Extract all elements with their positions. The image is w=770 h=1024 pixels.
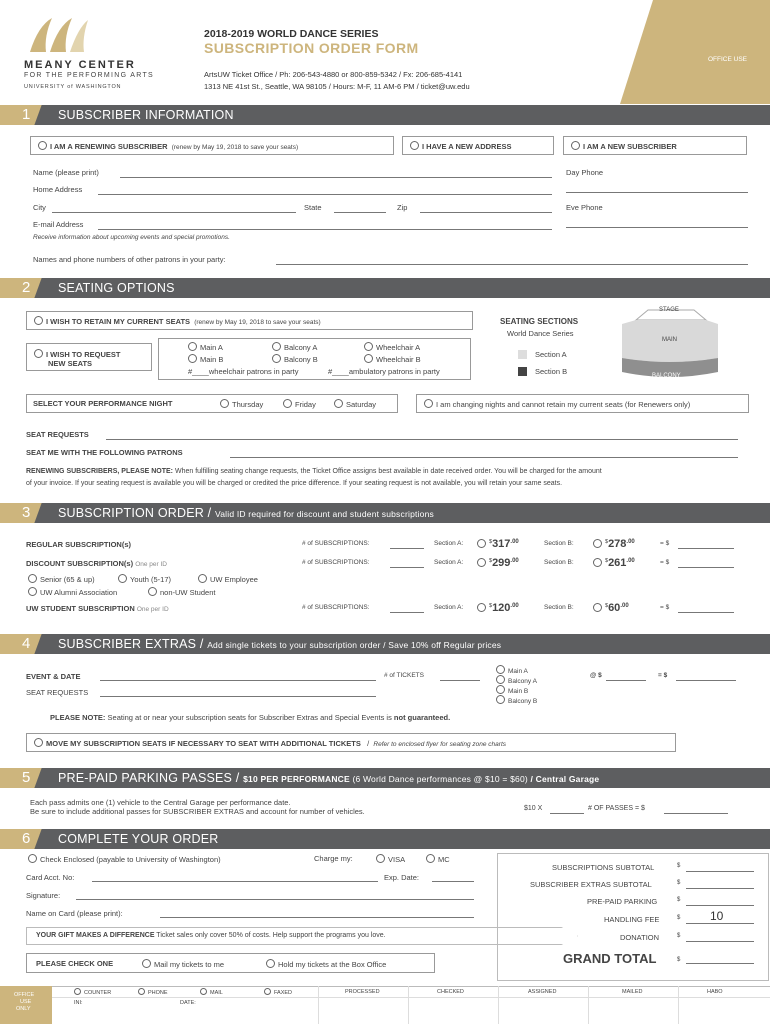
office-divider bbox=[52, 997, 770, 998]
dollar-sign: $ bbox=[489, 603, 493, 609]
cents: .00 bbox=[510, 603, 519, 609]
youth-label: Youth (5-17) bbox=[130, 575, 172, 584]
series-title: 2018-2019 WORLD DANCE SERIES bbox=[204, 28, 379, 40]
at-price-label: @ $ bbox=[590, 672, 602, 679]
check-enclosed-radio[interactable] bbox=[28, 854, 37, 863]
balcony-a-label: Balcony A bbox=[284, 343, 318, 352]
dollar-sign: $ bbox=[605, 603, 609, 609]
num-tickets-label: # of TICKETS bbox=[384, 672, 424, 679]
mailed-label: MAILED bbox=[622, 989, 643, 995]
email-label: E-mail Address bbox=[33, 220, 84, 229]
senior-radio[interactable] bbox=[28, 574, 37, 583]
dollar-sign: $ bbox=[677, 863, 681, 869]
renew-note-2: of your invoice. If your seating request is available you will be charged or credited the price difference. If your seating request is not available, you will retain your same seats. bbox=[26, 480, 563, 487]
section-2-bar bbox=[0, 278, 770, 298]
cents: .00 bbox=[620, 603, 629, 609]
section-number: 1 bbox=[0, 105, 42, 125]
check-enclosed-label: Check Enclosed (payable to University of Washington) bbox=[40, 855, 221, 864]
move-seats-radio[interactable] bbox=[34, 738, 43, 747]
day-phone-label: Day Phone bbox=[566, 168, 604, 177]
alumni-radio[interactable] bbox=[28, 587, 37, 596]
one-per-id: One per ID bbox=[135, 561, 167, 568]
section-number: 4 bbox=[0, 634, 42, 654]
discount-label: DISCOUNT SUBSCRIPTION(s) bbox=[26, 559, 134, 568]
retain-label: I WISH TO RETAIN MY CURRENT SEATS bbox=[46, 317, 191, 326]
num-subs-label: # of SUBSCRIPTIONS: bbox=[302, 559, 370, 566]
renewing-note: (renew by May 19, 2018 to save your seats) bbox=[171, 144, 299, 151]
patrons-label: Names and phone numbers of other patrons in your party: bbox=[33, 255, 226, 264]
home-address-label: Home Address bbox=[33, 185, 83, 194]
extras-note: Seating at or near your subscription seats for Subscriber Extras and Special Events is bbox=[105, 713, 394, 722]
state-field[interactable] bbox=[334, 212, 386, 213]
dollar-sign: $ bbox=[489, 539, 493, 545]
section-number: 5 bbox=[0, 768, 42, 788]
form-title: SUBSCRIPTION ORDER FORM bbox=[204, 40, 419, 56]
patrons-field[interactable] bbox=[276, 264, 748, 265]
charge-label: Charge my: bbox=[314, 854, 353, 863]
card-number-field[interactable] bbox=[92, 881, 378, 882]
office-col-divider bbox=[318, 986, 319, 1024]
thursday-label: Thursday bbox=[232, 400, 264, 409]
renew-note-1: When fulfilling seating change requests, the Ticket Office assigns best available in date received order. You will be charged for the amount bbox=[173, 468, 602, 475]
meany-logo-icon bbox=[24, 14, 90, 54]
date-label: DATE: bbox=[180, 1000, 196, 1006]
wheelchair-b-label: Wheelchair B bbox=[376, 355, 421, 364]
alumni-label: UW Alumni Association bbox=[40, 588, 118, 597]
retain-note: (renew by May 19, 2018 to save your seats) bbox=[194, 319, 321, 326]
regular-label: REGULAR SUBSCRIPTION(s) bbox=[26, 540, 132, 549]
parking-line-2: Be sure to include additional passes for SUBSCRIBER EXTRAS and account for number of vehicles. bbox=[30, 807, 365, 816]
one-per-id: One per ID bbox=[136, 606, 169, 613]
eve-phone-label: Eve Phone bbox=[566, 203, 603, 212]
discount-b-price: 261 bbox=[608, 557, 627, 569]
faxed-label: FAXED bbox=[274, 990, 293, 996]
section-6-bar bbox=[0, 829, 770, 849]
extras-main-b-label: Main B bbox=[508, 688, 529, 695]
section-a-label: Section A: bbox=[434, 604, 464, 611]
section-number: 2 bbox=[0, 278, 42, 298]
extras-balcony-a-radio[interactable] bbox=[496, 675, 505, 684]
parking-price: $10 PER PERFORMANCE bbox=[243, 774, 350, 784]
section-b-label: Section B: bbox=[544, 604, 574, 611]
ten-x-label: $10 X bbox=[524, 805, 543, 812]
section-title: SUBSCRIBER EXTRAS bbox=[58, 637, 197, 651]
new-address-label: I HAVE A NEW ADDRESS bbox=[422, 142, 512, 151]
event-date-field[interactable] bbox=[100, 680, 376, 681]
balcony-b-radio[interactable] bbox=[272, 354, 281, 363]
seat-me-label: SEAT ME WITH THE FOLLOWING PATRONS bbox=[26, 448, 183, 457]
org-name: MEANY CENTER bbox=[24, 59, 136, 71]
gift-text: Ticket sales only cover 50% of costs. Help support the programs you love. bbox=[154, 932, 386, 939]
dollar-sign: $ bbox=[677, 880, 681, 886]
section-a-label: Section A: bbox=[434, 540, 464, 547]
extras-seat-requests-field[interactable] bbox=[100, 696, 376, 697]
section-1-bar bbox=[0, 105, 770, 125]
dollar-sign: $ bbox=[677, 957, 681, 963]
mail-radio[interactable] bbox=[200, 988, 207, 995]
dollar-sign: $ bbox=[605, 558, 609, 564]
section-b-label: Section B bbox=[535, 367, 568, 376]
assigned-label: ASSIGNED bbox=[528, 989, 557, 995]
office-col-divider bbox=[408, 986, 409, 1024]
mc-label: MC bbox=[438, 855, 450, 864]
section-subtitle: Valid ID required for discount and student subscriptions bbox=[215, 509, 434, 519]
extras-main-b-radio[interactable] bbox=[496, 685, 505, 694]
processed-label: PROCESSED bbox=[345, 989, 380, 995]
section-b-label: Section B: bbox=[544, 559, 574, 566]
extras-note-end: not guaranteed. bbox=[393, 713, 451, 722]
section-a-label: Section A bbox=[535, 350, 567, 359]
move-seats-label: MOVE MY SUBSCRIPTION SEATS IF NECESSARY TO SEAT WITH ADDITIONAL TICKETS bbox=[46, 739, 361, 748]
zip-field[interactable] bbox=[420, 212, 552, 213]
seat-me-field[interactable] bbox=[230, 457, 738, 458]
move-seats-note: Refer to enclosed flyer for seating zone charts bbox=[373, 741, 507, 748]
section-subtitle: Add single tickets to your subscription order / Save 10% off Regular prices bbox=[207, 640, 502, 650]
cents: .00 bbox=[510, 539, 519, 545]
balcony-b-label: Balcony B bbox=[284, 355, 318, 364]
ini-label: INI: bbox=[74, 1000, 83, 1006]
main-a-label: Main A bbox=[200, 343, 223, 352]
phone-radio[interactable] bbox=[138, 988, 145, 995]
renewing-label: I AM A RENEWING SUBSCRIBER bbox=[50, 142, 168, 151]
event-date-label: EVENT & DATE bbox=[26, 672, 81, 681]
gift-bold: YOUR GIFT MAKES A DIFFERENCE bbox=[36, 932, 155, 939]
wheelchair-b-radio[interactable] bbox=[364, 354, 373, 363]
dollar-sign: $ bbox=[677, 933, 681, 939]
wheelchair-patrons-label: #____wheelchair patrons in party bbox=[188, 367, 299, 376]
dollar-sign: $ bbox=[605, 539, 609, 545]
retain-radio[interactable] bbox=[34, 316, 43, 325]
seating-sections-sub: World Dance Series bbox=[507, 329, 574, 338]
extras-balcony-a-label: Balcony A bbox=[508, 678, 537, 685]
student-b-radio[interactable] bbox=[593, 603, 602, 612]
equals-label: = $ bbox=[660, 559, 670, 566]
wheelchair-a-label: Wheelchair A bbox=[376, 343, 421, 352]
office-col-divider bbox=[498, 986, 499, 1024]
renew-note-bold: RENEWING SUBSCRIBERS, PLEASE NOTE: bbox=[26, 468, 174, 475]
office-label-1: OFFICE bbox=[14, 992, 35, 998]
request-label-1: I WISH TO REQUEST bbox=[46, 350, 121, 359]
main-label: MAIN bbox=[662, 337, 677, 343]
seating-chart-icon bbox=[620, 302, 720, 384]
subscriptions-subtotal-field[interactable] bbox=[686, 871, 754, 872]
city-field[interactable] bbox=[52, 212, 296, 213]
cents: .00 bbox=[626, 539, 635, 545]
phone-label: PHONE bbox=[148, 990, 168, 996]
office-use-label: OFFICE USE bbox=[708, 56, 748, 63]
changing-label: I am changing nights and cannot retain my current seats (for Renewers only) bbox=[436, 400, 691, 409]
equals-label: = $ bbox=[660, 540, 670, 547]
office-use-panel bbox=[620, 0, 770, 104]
student-a-radio[interactable] bbox=[477, 603, 486, 612]
discount-b-radio[interactable] bbox=[593, 558, 602, 567]
visa-label: VISA bbox=[388, 855, 406, 864]
card-label: Card Acct. No: bbox=[26, 873, 75, 882]
email-field[interactable] bbox=[98, 229, 552, 230]
extras-balcony-b-radio[interactable] bbox=[496, 695, 505, 704]
changing-radio[interactable] bbox=[424, 399, 433, 408]
section-b-label: Section B: bbox=[544, 540, 574, 547]
youth-radio[interactable] bbox=[118, 574, 127, 583]
mc-radio[interactable] bbox=[426, 854, 435, 863]
checked-label: CHECKED bbox=[437, 989, 464, 995]
name-field[interactable] bbox=[120, 177, 552, 178]
org-subtitle: FOR THE PERFORMING ARTS bbox=[24, 72, 154, 79]
name-label: Name (please print) bbox=[33, 168, 99, 177]
equals-label: = $ bbox=[660, 604, 670, 611]
visa-radio[interactable] bbox=[376, 854, 385, 863]
signature-field[interactable] bbox=[76, 899, 474, 900]
equals-label: = $ bbox=[658, 672, 668, 679]
perf-night-label: SELECT YOUR PERFORMANCE NIGHT bbox=[33, 399, 173, 408]
extras-subtotal-label: SUBSCRIBER EXTRAS SUBTOTAL bbox=[530, 880, 652, 889]
name-on-card-label: Name on Card (please print): bbox=[26, 909, 123, 918]
section-title: COMPLETE YOUR ORDER bbox=[58, 832, 219, 846]
regular-b-price: 278 bbox=[608, 538, 627, 550]
student-label: UW STUDENT SUBSCRIPTION bbox=[26, 604, 135, 613]
regular-a-radio[interactable] bbox=[477, 539, 486, 548]
donation-field[interactable] bbox=[686, 941, 754, 942]
extras-main-a-label: Main A bbox=[508, 668, 528, 675]
contact-line-1: ArtsUW Ticket Office / Ph: 206-543-4880 or 800-859-5342 / Fx: 206-685-4141 bbox=[204, 70, 463, 79]
subscriptions-subtotal-label: SUBSCRIPTIONS SUBTOTAL bbox=[552, 863, 655, 872]
email-note: Receive information about upcoming events and special promotions. bbox=[33, 234, 230, 241]
uw-employee-label: UW Employee bbox=[210, 575, 258, 584]
saturday-radio[interactable] bbox=[334, 399, 343, 408]
renewing-radio[interactable] bbox=[38, 141, 47, 150]
hold-tickets-label: Hold my tickets at the Box Office bbox=[278, 960, 387, 969]
section-title: SUBSCRIPTION ORDER bbox=[58, 506, 204, 520]
office-label-3: ONLY bbox=[16, 1006, 31, 1012]
regular-a-price: 317 bbox=[492, 538, 511, 550]
name-on-card-field[interactable] bbox=[160, 917, 474, 918]
seating-sections-title: SEATING SECTIONS bbox=[500, 317, 579, 326]
regular-b-radio[interactable] bbox=[593, 539, 602, 548]
grand-total-label: GRAND TOTAL bbox=[563, 951, 657, 966]
parking-line-1: Each pass admits one (1) vehicle to the Central Garage per performance date. bbox=[30, 798, 291, 807]
section-number: 6 bbox=[0, 829, 42, 849]
student-b-price: 60 bbox=[608, 602, 621, 614]
section-b-swatch bbox=[518, 367, 527, 376]
main-b-radio[interactable] bbox=[188, 354, 197, 363]
section-title: PRE-PAID PARKING PASSES bbox=[58, 771, 233, 785]
section-a-label: Section A: bbox=[434, 559, 464, 566]
seat-requests-field[interactable] bbox=[106, 439, 738, 440]
cents: .00 bbox=[510, 558, 519, 564]
section-title: SUBSCRIBER INFORMATION bbox=[58, 108, 234, 122]
office-label-2: USE bbox=[20, 999, 32, 1005]
zip-label: Zip bbox=[397, 203, 408, 212]
stage-label: STAGE bbox=[659, 307, 679, 313]
extras-balcony-b-label: Balcony B bbox=[508, 698, 538, 705]
counter-label: COUNTER bbox=[84, 990, 112, 996]
request-radio[interactable] bbox=[34, 349, 43, 358]
saturday-label: Saturday bbox=[346, 400, 377, 409]
wheelchair-a-radio[interactable] bbox=[364, 342, 373, 351]
handling-fee-label: HANDLING FEE bbox=[604, 915, 660, 924]
new-address-radio[interactable] bbox=[410, 141, 419, 150]
exp-label: Exp. Date: bbox=[384, 873, 420, 882]
section-5-bar: 5 PRE-PAID PARKING PASSES / $10 PER PERFORMANCE (6 World Dance performances @ $10 = $60) / Central Garage bbox=[0, 768, 770, 788]
num-tickets-field[interactable] bbox=[440, 680, 480, 681]
friday-radio[interactable] bbox=[283, 399, 292, 408]
parking-total-label: PRE-PAID PARKING bbox=[587, 897, 658, 906]
balcony-a-radio[interactable] bbox=[272, 342, 281, 351]
main-b-label: Main B bbox=[200, 355, 224, 364]
friday-label: Friday bbox=[295, 400, 316, 409]
dollar-sign: $ bbox=[677, 897, 681, 903]
student-a-price: 120 bbox=[492, 602, 511, 614]
discount-a-radio[interactable] bbox=[477, 558, 486, 567]
org-university: UNIVERSITY of WASHINGTON bbox=[24, 84, 122, 90]
non-uw-label: non-UW Student bbox=[160, 588, 216, 597]
mail-tickets-label: Mail my tickets to me bbox=[154, 960, 225, 969]
discount-a-price: 299 bbox=[492, 557, 511, 569]
section-number: 3 bbox=[0, 503, 42, 523]
office-col-divider bbox=[588, 986, 589, 1024]
faxed-radio[interactable] bbox=[264, 988, 271, 995]
student-qty-field[interactable] bbox=[390, 612, 424, 613]
donation-label: DONATION bbox=[620, 933, 660, 942]
exp-date-field[interactable] bbox=[432, 881, 474, 882]
section-title: SEATING OPTIONS bbox=[58, 281, 175, 295]
dollar-sign: $ bbox=[677, 915, 681, 921]
handling-fee-line bbox=[686, 923, 754, 924]
section-4-bar: 4 SUBSCRIBER EXTRAS / Add single tickets to your subscription order / Save 10% off Regular prices bbox=[0, 634, 770, 654]
section-3-bar: 3 SUBSCRIPTION ORDER / Valid ID required for discount and student subscriptions bbox=[0, 503, 770, 523]
parking-total-field[interactable] bbox=[686, 905, 754, 906]
ambulatory-patrons-label: #____ambulatory patrons in party bbox=[328, 367, 440, 376]
extras-main-a-radio[interactable] bbox=[496, 665, 505, 674]
extras-seat-requests-label: SEAT REQUESTS bbox=[26, 688, 89, 697]
seat-requests-label: SEAT REQUESTS bbox=[26, 430, 89, 439]
student-total-field[interactable] bbox=[678, 612, 734, 613]
passes-qty-field[interactable] bbox=[550, 813, 584, 814]
signature-label: Signature: bbox=[26, 891, 61, 900]
dollar-sign: $ bbox=[489, 558, 493, 564]
state-label: State bbox=[304, 203, 322, 212]
senior-label: Senior (65 & up) bbox=[40, 575, 95, 584]
parking-detail: (6 World Dance performances @ $10 = $60) bbox=[349, 774, 531, 784]
regular-qty-field[interactable] bbox=[390, 548, 424, 549]
extras-subtotal-field[interactable] bbox=[686, 888, 754, 889]
eve-phone-field[interactable] bbox=[566, 227, 748, 228]
handling-fee-value: 10 bbox=[710, 909, 724, 923]
mail-tickets-radio[interactable] bbox=[142, 959, 151, 968]
new-subscriber-label: I AM A NEW SUBSCRIBER bbox=[583, 142, 677, 151]
main-a-radio[interactable] bbox=[188, 342, 197, 351]
extras-note-bold: PLEASE NOTE: bbox=[50, 713, 106, 722]
habo-label: HABO bbox=[707, 989, 723, 995]
check-one-label: PLEASE CHECK ONE bbox=[36, 959, 114, 968]
thursday-radio[interactable] bbox=[220, 399, 229, 408]
passes-total-field[interactable] bbox=[664, 813, 728, 814]
uw-employee-radio[interactable] bbox=[198, 574, 207, 583]
parking-garage: / Central Garage bbox=[530, 774, 600, 784]
hold-tickets-radio[interactable] bbox=[266, 959, 275, 968]
balcony-label: BALCONY bbox=[652, 373, 681, 379]
city-label: City bbox=[33, 203, 46, 212]
extras-total-field[interactable] bbox=[676, 680, 736, 681]
mail-label: MAIL bbox=[210, 990, 223, 996]
discount-qty-field[interactable] bbox=[390, 567, 424, 568]
day-phone-field[interactable] bbox=[566, 192, 748, 193]
new-subscriber-radio[interactable] bbox=[571, 141, 580, 150]
request-label-2: NEW SEATS bbox=[48, 359, 93, 368]
home-address-field[interactable] bbox=[98, 194, 552, 195]
passes-label: # OF PASSES = $ bbox=[588, 805, 645, 812]
contact-line-2: 1313 NE 41st St., Seattle, WA 98105 / Hours: M-F, 11 AM-6 PM / ticket@uw.edu bbox=[204, 82, 470, 91]
office-col-divider bbox=[678, 986, 679, 1024]
cents: .00 bbox=[626, 558, 635, 564]
grand-total-field[interactable] bbox=[686, 963, 754, 964]
section-a-swatch bbox=[518, 350, 527, 359]
num-subs-label: # of SUBSCRIPTIONS: bbox=[302, 604, 370, 611]
num-subs-label: # of SUBSCRIPTIONS: bbox=[302, 540, 370, 547]
non-uw-radio[interactable] bbox=[148, 587, 157, 596]
discount-total-field[interactable] bbox=[678, 567, 734, 568]
regular-total-field[interactable] bbox=[678, 548, 734, 549]
ticket-price-field[interactable] bbox=[606, 680, 646, 681]
counter-radio[interactable] bbox=[74, 988, 81, 995]
